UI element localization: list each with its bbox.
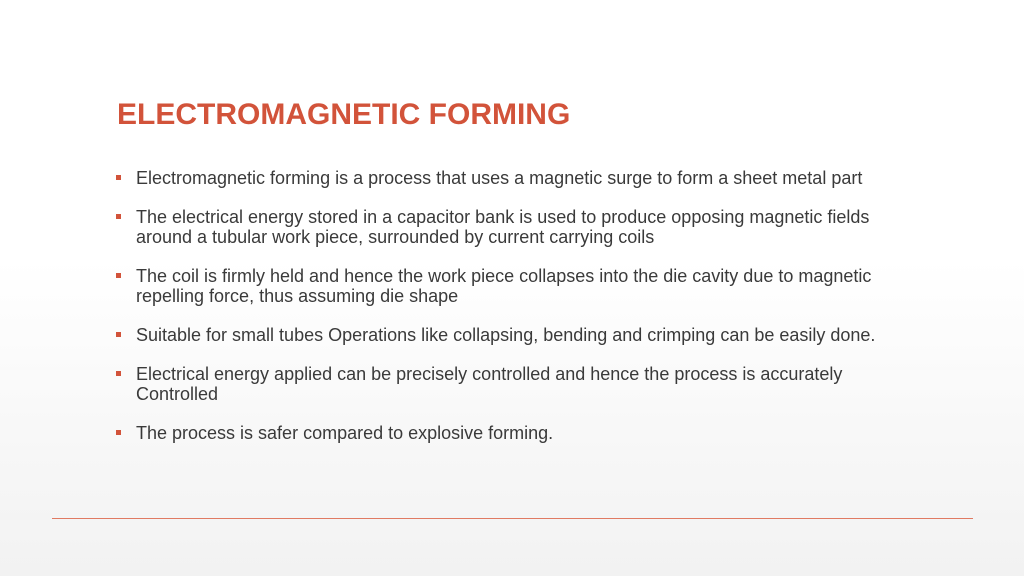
bullet-list [114,168,894,462]
bullet-text: Suitable for small tubes Operations like collapsing, bending and crimping can be easily done. [136,325,876,345]
bullet-item [114,266,894,306]
bullet-text: Electrical energy applied can be precisely controlled and hence the process is accurately Controlled [136,364,843,404]
bullet-text: The process is safer compared to explosive forming. [136,423,554,443]
slide-title: ELECTROMAGNETIC FORMING [117,98,571,131]
bullet-item [114,207,894,247]
bullet-item [114,423,894,443]
square-bullet-icon [116,332,121,337]
bullet-text: The electrical energy stored in a capacitor bank is used to produce opposing magnetic fields around a tubular work piece, surrounded by current carrying coils [136,207,870,247]
bullet-text: The coil is firmly held and hence the work piece collapses into the die cavity due to magnetic repelling force, thus assuming die shape [136,266,872,306]
bullet-item [114,168,894,188]
footer-divider [52,518,973,519]
square-bullet-icon [116,175,121,180]
square-bullet-icon [116,430,121,435]
bullet-item [114,325,894,345]
bullet-item [114,364,894,404]
square-bullet-icon [116,214,121,219]
bullet-text: Electromagnetic forming is a process that uses a magnetic surge to form a sheet metal part [136,168,863,188]
square-bullet-icon [116,371,121,376]
square-bullet-icon [116,273,121,278]
